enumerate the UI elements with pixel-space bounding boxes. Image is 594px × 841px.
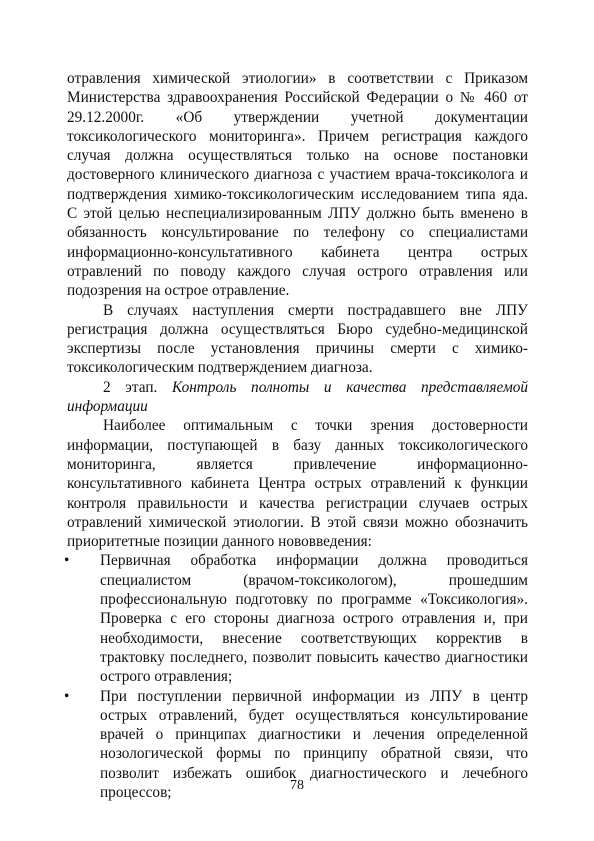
paragraph-3: Наиболее оптимальным с точки зрения достоверности информации, поступающей в базу данных токсикологического мониторинга, является привлечение информационно-консультативного кабинета Центра острых отравлений к функции контроля правильности и качества регистрации случаев острых отравлений химической этиологии. В этой связи можно обозначить приоритетные позиции данного нововведения: (67, 417, 528, 551)
page-number: 78 (290, 778, 304, 793)
bullet-icon: • (64, 687, 70, 705)
list-item (64, 551, 528, 686)
stage-title: Контроль полноты и качества представляемой информации (67, 378, 529, 416)
paragraph-2: В случаях наступления смерти пострадавшего вне ЛПУ регистрация должна осуществляться Бюро судебно-медицинской экспертизы после установления причины смерти с химико-токсикологическим подтверждением диагноза. (67, 301, 528, 377)
stage-heading (67, 378, 528, 417)
list-item-text: Первичная обработка информации должна проводиться специалистом (врачом-токсикологом), прошедшим профессиональную подготовку по программе «Токсикология». Проверка с его стороны диагноза острого отравления и, при необходимости, внесение соответствующих корректив в трактовку последнего, позволит повысить качество диагностики острого отравления; (100, 552, 528, 686)
paragraph-1: отравления химической этиологии» в соответствии с Приказом Министерства здравоохранения Российской Федерации о № 460 от 29.12.2000г. «Об утверждении учетной документации токсикологического мониторинга». Причем регистрация каждого случая должна осуществляться только на основе постановки достоверного клинического диагноза с участием врача-токсиколога и подтверждения химико-токсикологическим исследованием типа яда. С этой целью неспециализированным ЛПУ должно быть вменено в обязанность консультирование по телефону со специалистами информационно-консультативного кабинета центра острых отравлений по поводу каждого случая острого отравления или подозрения на острое отравление. (67, 70, 528, 300)
stage-label: 2 этап. (103, 378, 158, 396)
list-item-text: При поступлении первичной информации из ЛПУ в центр острых отравлений, будет осуществляться консультирование врачей о принципах диагностики и лечения определенной нозологической формы по принципу обратной связи, что позволит избежать ошибок диагностического и лечебного процессов; (100, 687, 528, 801)
bullet-icon: • (64, 552, 70, 570)
page-body (64, 69, 529, 802)
bullet-list (64, 551, 528, 802)
